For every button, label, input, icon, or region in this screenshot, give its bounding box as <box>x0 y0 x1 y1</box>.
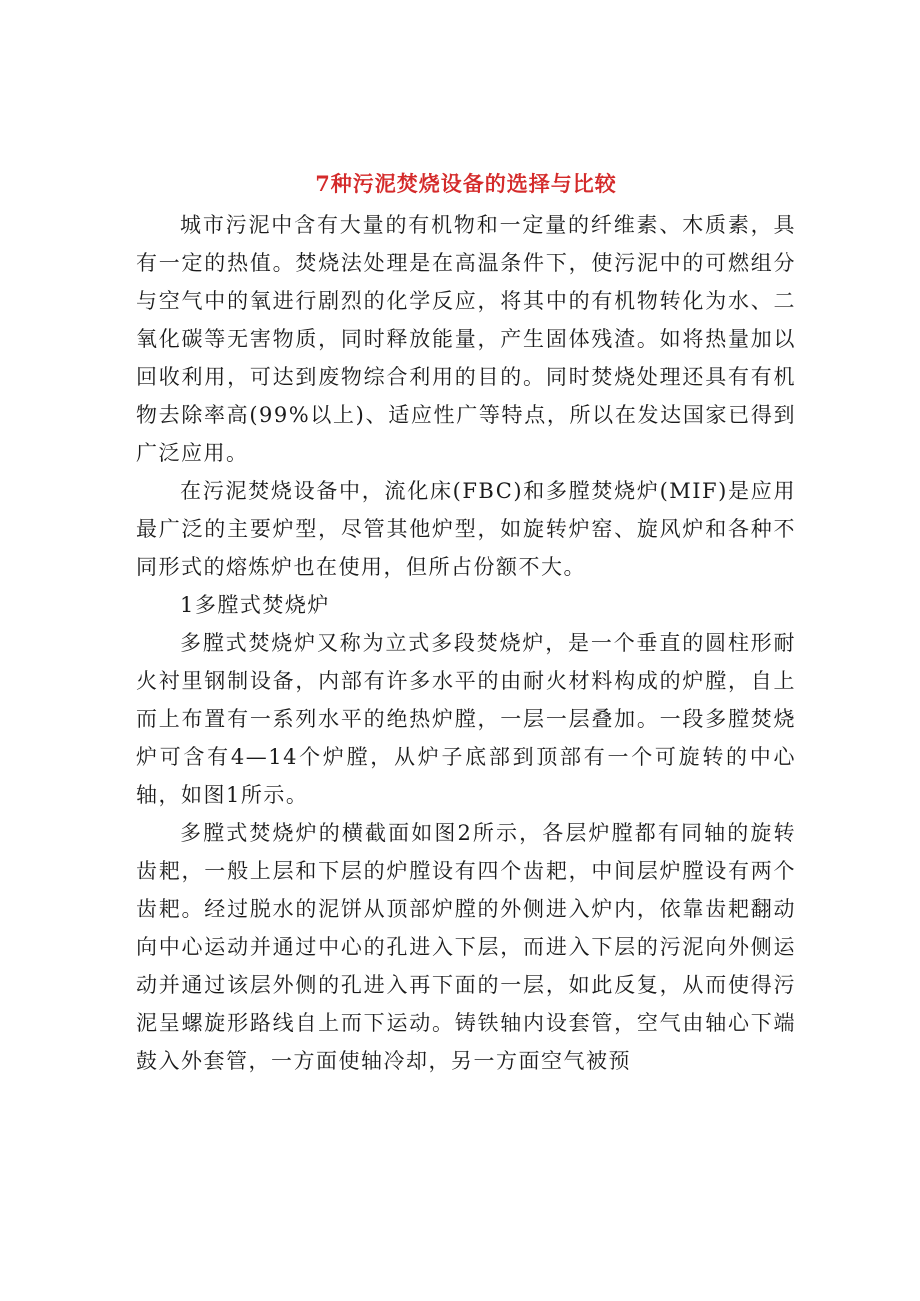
document-title: 7种污泥焚烧设备的选择与比较 <box>315 171 617 196</box>
paragraph-multi-hearth-definition: 多膛式焚烧炉又称为立式多段焚烧炉，是一个垂直的圆柱形耐火衬里钢制设备，内部有许多水平的由耐火材料构成的炉膛，自上而上布置有一系列水平的绝热炉膛，一层一层叠加。一段多膛焚烧炉可含有4—14个炉膛，从炉子底部到顶部有一个可旋转的中心轴，如图1所示。 <box>136 631 796 807</box>
paragraph-multi-hearth-cross-section: 多膛式焚烧炉的横截面如图2所示，各层炉膛都有同轴的旋转齿耙，一般上层和下层的炉膛设有四个齿耙，中间层炉膛设有两个齿耙。经过脱水的泥饼从顶部炉膛的外侧进入炉内，依靠齿耙翻动向中心运动并通过中心的孔进入下层，而进入下层的污泥向外侧运动并通过该层外侧的孔进入再下面的一层，如此反复，从而使得污泥呈螺旋形路线自上而下运动。铸铁轴内设套管，空气由轴心下端鼓入外套管，一方面使轴冷却，另一方面空气被预 <box>136 821 796 1073</box>
section-heading-multi-hearth: 1多膛式焚烧炉 <box>180 593 330 617</box>
paragraph-equipment-types: 在污泥焚烧设备中，流化床(FBC)和多膛焚烧炉(MIF)是应用最广泛的主要炉型，尽管其他炉型，如旋转炉窑、旋风炉和各种不同形式的熔炼炉也在使用，但所占份额不大。 <box>136 479 796 579</box>
paragraph-intro: 城市污泥中含有大量的有机物和一定量的纤维素、木质素，具有一定的热值。焚烧法处理是在高温条件下，使污泥中的可燃组分与空气中的氧进行剧烈的化学反应，将其中的有机物转化为水、二氧化碳等无害物质，同时释放能量，产生固体残渣。如将热量加以回收利用，可达到废物综合利用的目的。同时焚烧处理还具有有机物去除率高(99%以上)、适应性广等特点，所以在发达国家已得到广泛应用。 <box>136 213 796 465</box>
document-page <box>136 168 796 1080</box>
